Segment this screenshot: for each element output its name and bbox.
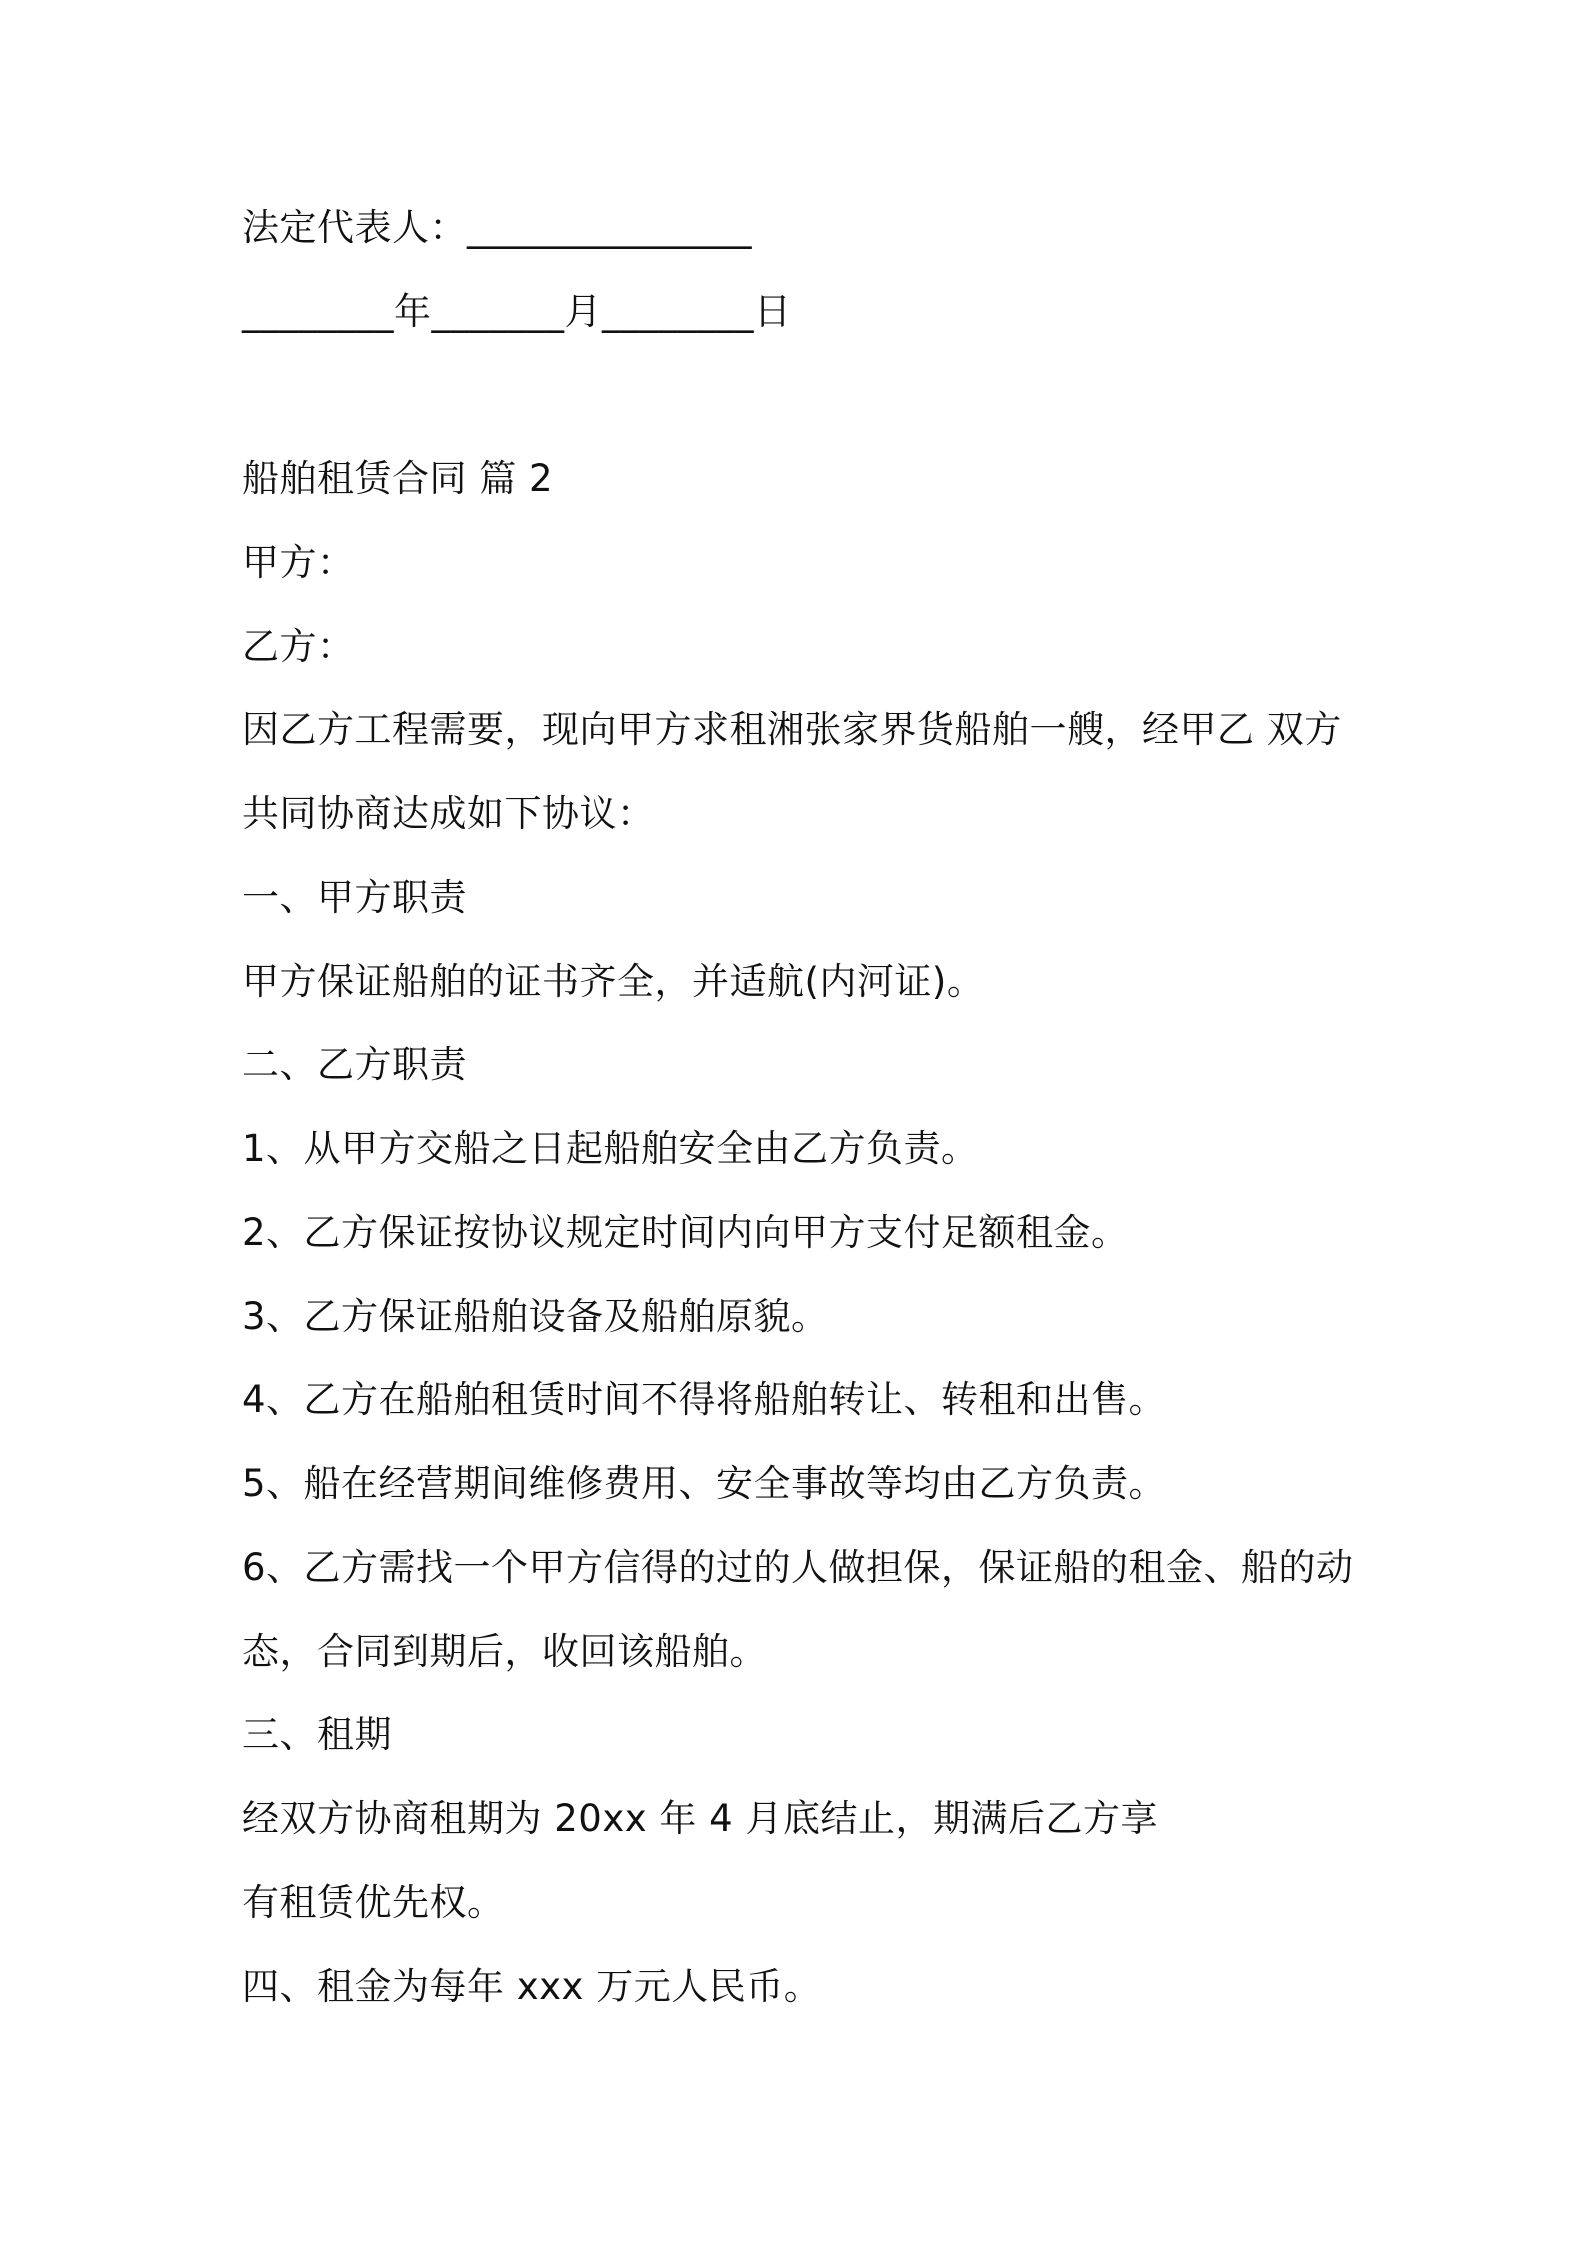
party-b-duty-5: 5、船在经营期间维修费用、安全事故等均由乙方负责。 [242, 1462, 1167, 1505]
intro-paragraph-line-2: 共同协商达成如下协议： [242, 792, 655, 835]
party-b-duty-4: 4、乙方在船舶租赁时间不得将船舶转让、转租和出售。 [242, 1378, 1167, 1421]
lease-term-line-1: 经双方协商租期为 20xx 年 4 月底结止，期满后乙方享 [242, 1797, 1158, 1840]
party-b-duty-6-line-1: 6、乙方需找一个甲方信得的过的人做担保，保证船的租金、船的动 [242, 1546, 1354, 1589]
party-b-line: 乙方： [242, 625, 355, 668]
heading-party-b-duties: 二、乙方职责 [242, 1043, 467, 1086]
party-a-duty-text: 甲方保证船舶的证书齐全，并适航(内河证)。 [242, 960, 985, 1003]
legal-representative-line: 法定代表人：_______________ [242, 206, 752, 249]
party-a-line: 甲方： [242, 541, 355, 584]
section-title: 船舶租赁合同 篇 2 [242, 457, 554, 500]
party-b-duty-3: 3、乙方保证船舶设备及船舶原貌。 [242, 1295, 829, 1338]
lease-term-line-2: 有租赁优先权。 [242, 1881, 505, 1924]
date-line: ________年_______月________日 [242, 290, 792, 333]
party-b-duty-1: 1、从甲方交船之日起船舶安全由乙方负责。 [242, 1127, 979, 1170]
heading-party-a-duties: 一、甲方职责 [242, 876, 467, 919]
party-b-duty-2: 2、乙方保证按协议规定时间内向甲方支付足额租金。 [242, 1211, 1129, 1254]
intro-paragraph-line-1: 因乙方工程需要，现向甲方求租湘张家界货船舶一艘，经甲乙 双方 [242, 708, 1342, 751]
rent-clause: 四、租金为每年 xxx 万元人民币。 [242, 1965, 822, 2008]
heading-lease-term: 三、租期 [242, 1713, 392, 1756]
party-b-duty-6-line-2: 态，合同到期后，收回该船舶。 [242, 1630, 767, 1673]
